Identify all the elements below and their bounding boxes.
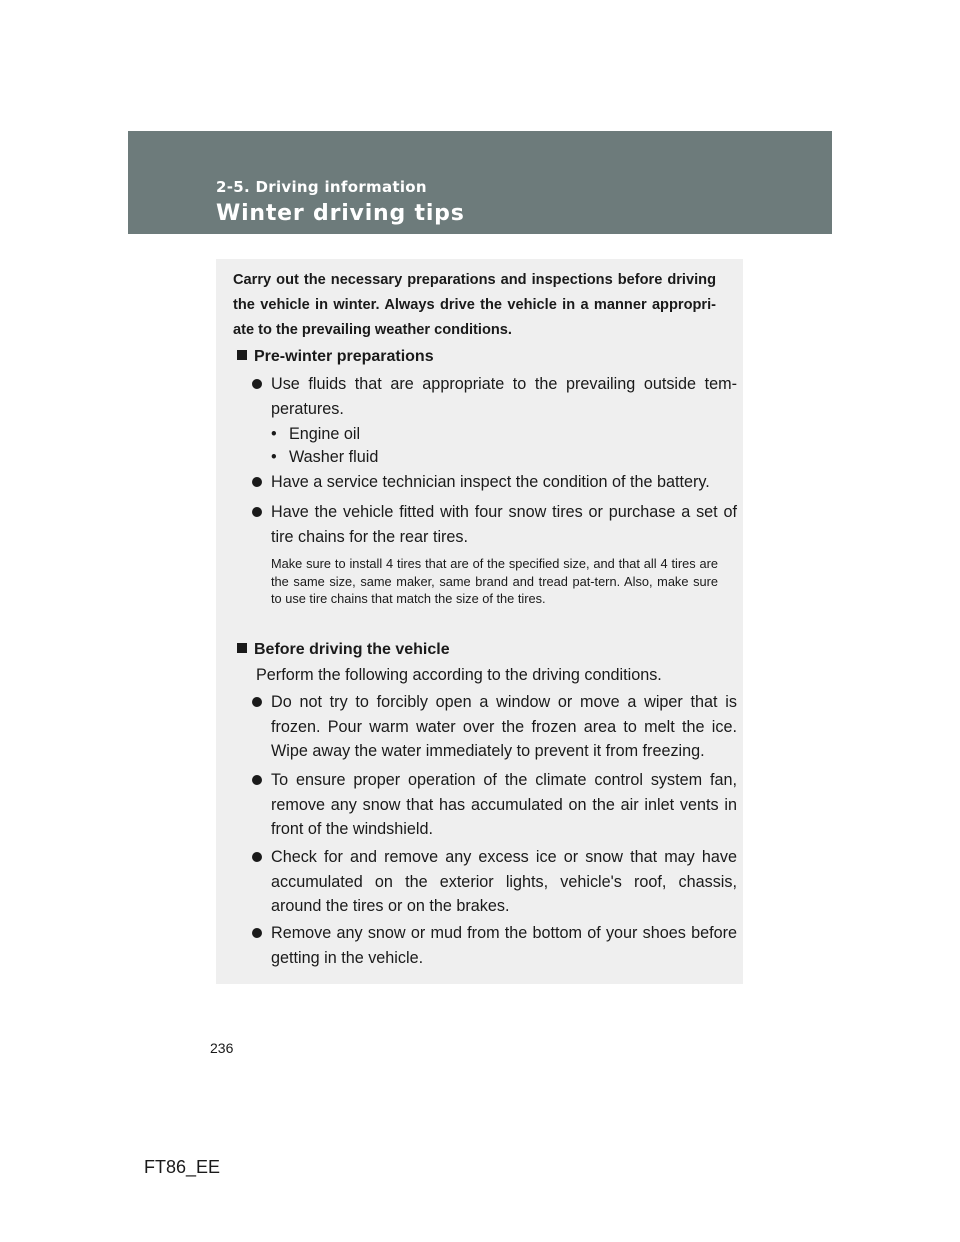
dot-marker-icon: •: [271, 425, 277, 443]
list-item-text: Have a service technician inspect the condition of the battery.: [271, 473, 710, 491]
list-item: [252, 690, 737, 764]
sub-list-item: [271, 423, 360, 446]
page-title: Winter driving tips: [216, 201, 465, 226]
list-item: [252, 921, 737, 970]
list-item-text: Use fluids that are appropriate to the prevailing outside tem-peratures.: [271, 375, 737, 418]
section-header: [128, 131, 832, 234]
lead-text: Perform the following according to the driving conditions.: [256, 666, 662, 684]
round-bullet-icon: [252, 379, 262, 389]
round-bullet-icon: [252, 697, 262, 707]
list-item: [252, 768, 737, 842]
list-item-text: Do not try to forcibly open a window or move a wiper that is frozen. Pour warm water over the frozen area to melt the ice. Wipe away the water immediately to prevent it from freezing.: [271, 693, 737, 760]
heading-label: Pre-winter preparations: [254, 348, 434, 365]
list-item: [252, 845, 737, 919]
section-label: 2-5. Driving information: [216, 178, 427, 196]
list-item-text: Remove any snow or mud from the bottom of your shoes before getting in the vehicle.: [271, 924, 737, 967]
round-bullet-icon: [252, 775, 262, 785]
list-item-text: To ensure proper operation of the climate control system fan, remove any snow that has accumulated on the air inlet vents in front of the windshield.: [271, 771, 737, 838]
content-panel: [216, 259, 743, 984]
heading-label: Before driving the vehicle: [254, 641, 450, 658]
list-item: [252, 470, 737, 495]
round-bullet-icon: [252, 928, 262, 938]
sub-list-item-text: Washer fluid: [289, 448, 379, 466]
list-item: [252, 500, 737, 549]
page-number: 236: [210, 1040, 234, 1056]
list-item: [252, 372, 737, 421]
square-bullet-icon: [237, 643, 247, 653]
round-bullet-icon: [252, 507, 262, 517]
list-item-text: Have the vehicle fitted with four snow tires or purchase a set of tire chains for the rear tires.: [271, 503, 737, 546]
heading-before-driving: [237, 640, 450, 660]
sub-list-item-text: Engine oil: [289, 425, 361, 443]
round-bullet-icon: [252, 477, 262, 487]
heading-pre-winter: [237, 347, 434, 367]
square-bullet-icon: [237, 350, 247, 360]
document-code: FT86_EE: [144, 1157, 221, 1177]
list-item-text: Check for and remove any excess ice or snow that may have accumulated on the exterior lights, vehicle's roof, chassis, around the tires or on the brakes.: [271, 848, 737, 915]
note-text: Make sure to install 4 tires that are of the specified size, and that all 4 tires are the same size, same maker, same brand and tread pat-tern. Also, make sure to use tire chains that match the size of the tires.: [271, 556, 718, 606]
dot-marker-icon: •: [271, 448, 277, 466]
intro-text: Carry out the necessary preparations and inspections before driving the vehicle in winter. Always drive the vehicle in a manner appropri-ate to the prevailing weather conditions.: [233, 272, 716, 338]
round-bullet-icon: [252, 852, 262, 862]
sub-list-item: [271, 446, 378, 469]
